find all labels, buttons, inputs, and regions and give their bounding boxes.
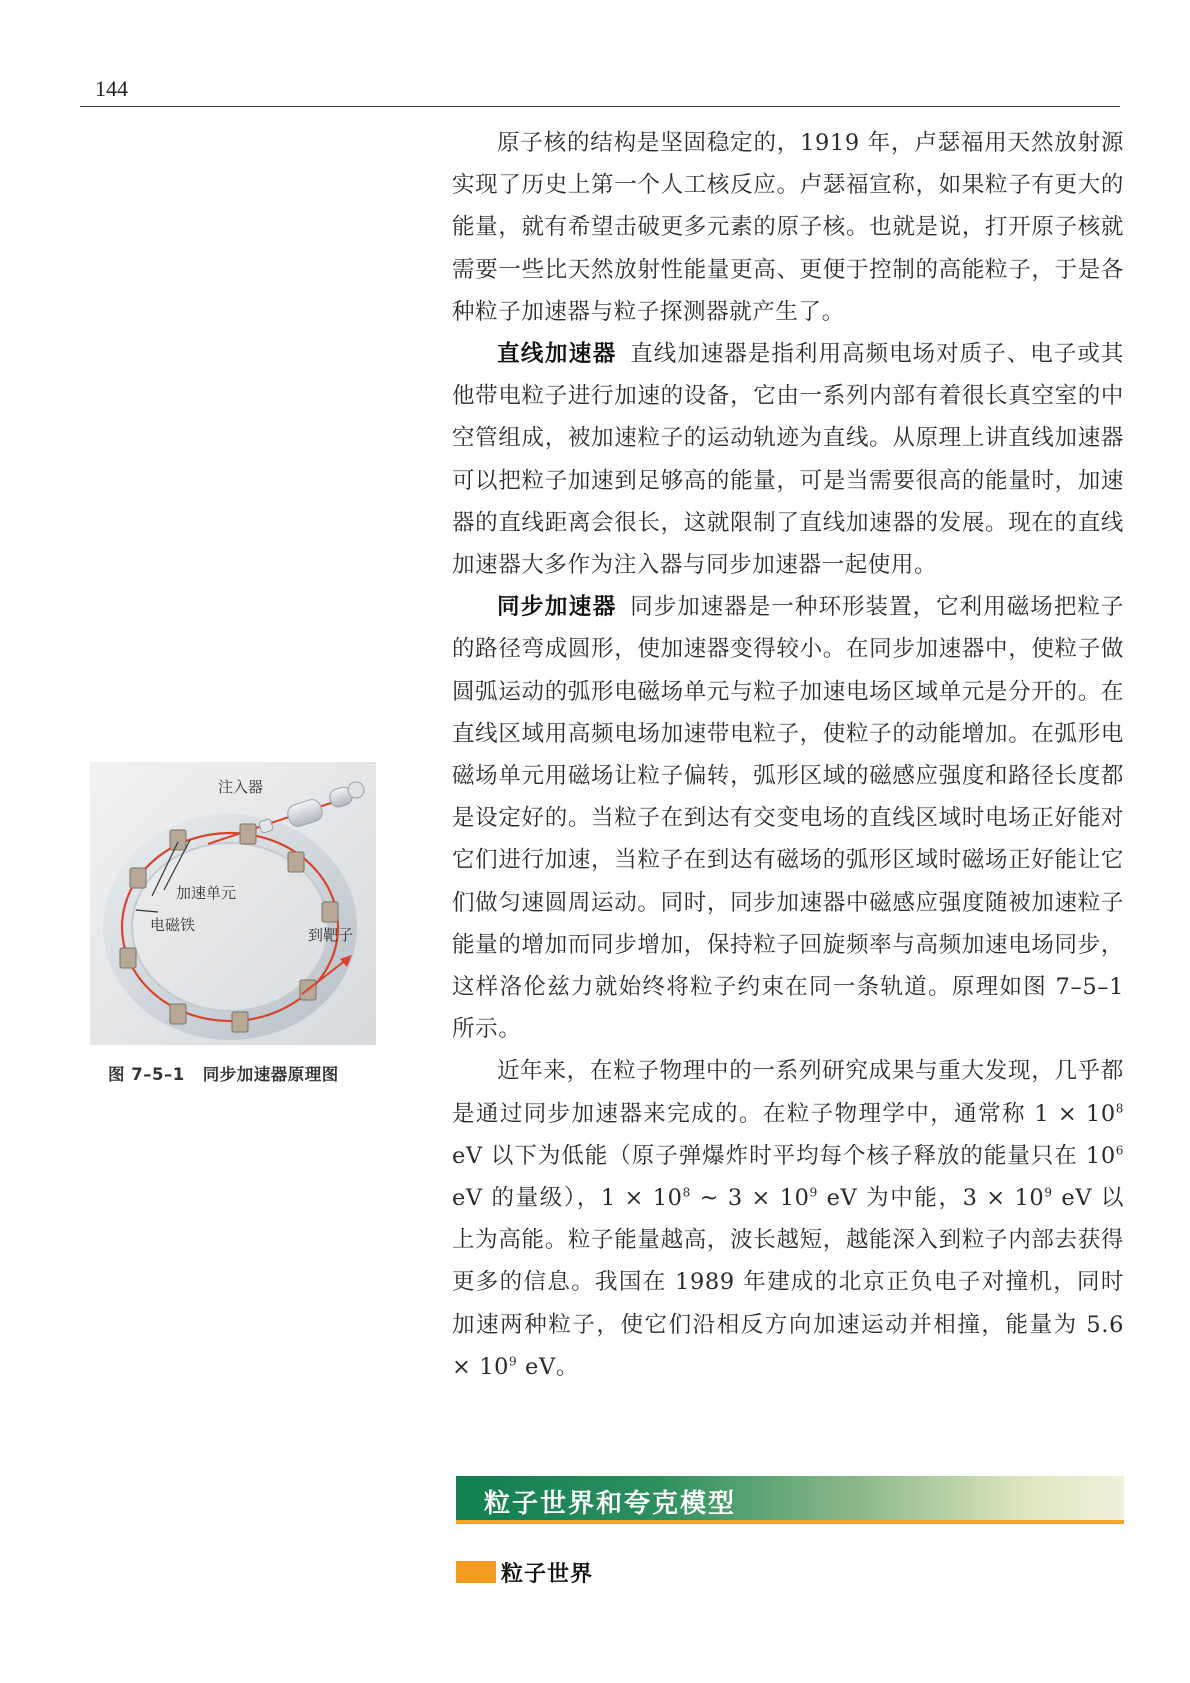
- subsection-marker: [456, 1561, 496, 1583]
- label-accel-unit: 加速单元: [176, 884, 237, 902]
- subsection-title: 粒子世界: [501, 1562, 594, 1587]
- paragraph-energy-scales: [452, 1050, 1124, 1388]
- header-rule: [80, 106, 1120, 107]
- main-text-column: [452, 122, 1124, 1388]
- paragraph-synchrotron-text: 同步加速器是一种环形装置，它利用磁场把粒子的路径弯成圆形，使加速器变得较小。在同步加速器中，使粒子做圆弧运动的弧形电磁场单元与粒子加速电场区域单元是分开的。在直线区域用高频电场加速带电粒子，使粒子的动能增加。在弧形电磁场单元用磁场让粒子偏转，弧形区域的磁感应强度和路径长度都是设定好的。当粒子在到达有交变电场的直线区域时电场正好能对它们进行加速，当粒子在到达有磁场的弧形区域时磁场正好能让它们做匀速圆周运动。同时，同步加速器中磁感应强度随被加速粒子能量的增加而同步增加，保持粒子回旋频率与高频加速电场同步，这样洛伦兹力就始终将粒子约束在同一条轨道。原理如图 7–5–1 所示。: [452, 594, 1124, 1043]
- figure-caption-text: 同步加速器原理图: [202, 1065, 339, 1084]
- p4-part-a: 近年来，在粒子物理中的一系列研究成果与重大发现，几乎都是通过同步加速器来完成的。在粒子物理学中，通常称 1 × 10: [452, 1058, 1124, 1127]
- term-linear-accelerator: 直线加速器: [497, 341, 617, 368]
- paragraph-intro: 原子核的结构是坚固稳定的，1919 年，卢瑟福用天然放射源实现了历史上第一个人工核反应。卢瑟福宣称，如果粒子有更大的能量，就有希望击破更多元素的原子核。也就是说，打开原子核就需要一些比天然放射性能量更高、更便于控制的高能粒子，于是各种粒子加速器与粒子探测器就产生了。: [452, 130, 1124, 325]
- p4-part-c: eV 的量级），1 × 10: [452, 1185, 683, 1212]
- synchrotron-illustration: [90, 762, 376, 1045]
- page-number: 144: [95, 76, 128, 101]
- paragraph-synchrotron: [452, 586, 1124, 1050]
- p4-part-f: eV 以上为高能。粒子能量越高，波长越短，越能深入到粒子内部去获得更多的信息。我国在 1989 年建成的北京正负电子对撞机，同时加速两种粒子，使它们沿相反方向加速运动并相撞，能量为 5.6 × 10: [452, 1185, 1125, 1380]
- label-electromagnet: 电磁铁: [150, 916, 196, 934]
- section-heading-bar: [456, 1476, 1124, 1524]
- term-synchrotron: 同步加速器: [497, 594, 617, 621]
- p4-exp-3: 8: [682, 1185, 691, 1200]
- p4-part-g: eV。: [517, 1353, 579, 1380]
- p4-exp-2: 6: [1115, 1143, 1124, 1158]
- p4-part-d: ~ 3 × 10: [690, 1185, 810, 1212]
- p4-exp-1: 8: [1115, 1101, 1124, 1116]
- label-to-target: 到靶子: [308, 926, 354, 944]
- p4-exp-5: 9: [1044, 1185, 1053, 1200]
- p4-exp-6: 9: [509, 1354, 518, 1369]
- figure-number: 图 7–5–1: [108, 1065, 185, 1084]
- p4-exp-4: 9: [809, 1185, 818, 1200]
- p4-part-b: eV 以下为低能（原子弹爆炸时平均每个核子释放的能量只在 10: [452, 1142, 1116, 1169]
- paragraph-linear-accelerator-text: 直线加速器是指利用高频电场对质子、电子或其他带电粒子进行加速的设备，它由一系列内部有着很长真空室的中空管组成，被加速粒子的运动轨迹为直线。从原理上讲直线加速器可以把粒子加速到足够高的能量，可是当需要很高的能量时，加速器的直线距离会很长，这就限制了直线加速器的发展。现在的直线加速器大多作为注入器与同步加速器一起使用。: [452, 341, 1124, 579]
- label-injector: 注入器: [218, 778, 264, 796]
- section-title: 粒子世界和夸克模型: [484, 1489, 737, 1519]
- p4-part-e: eV 为中能，3 × 10: [817, 1185, 1045, 1212]
- synchrotron-figure: [90, 762, 376, 1045]
- paragraph-linear-accelerator: [452, 333, 1124, 586]
- figure-caption: [108, 1061, 339, 1085]
